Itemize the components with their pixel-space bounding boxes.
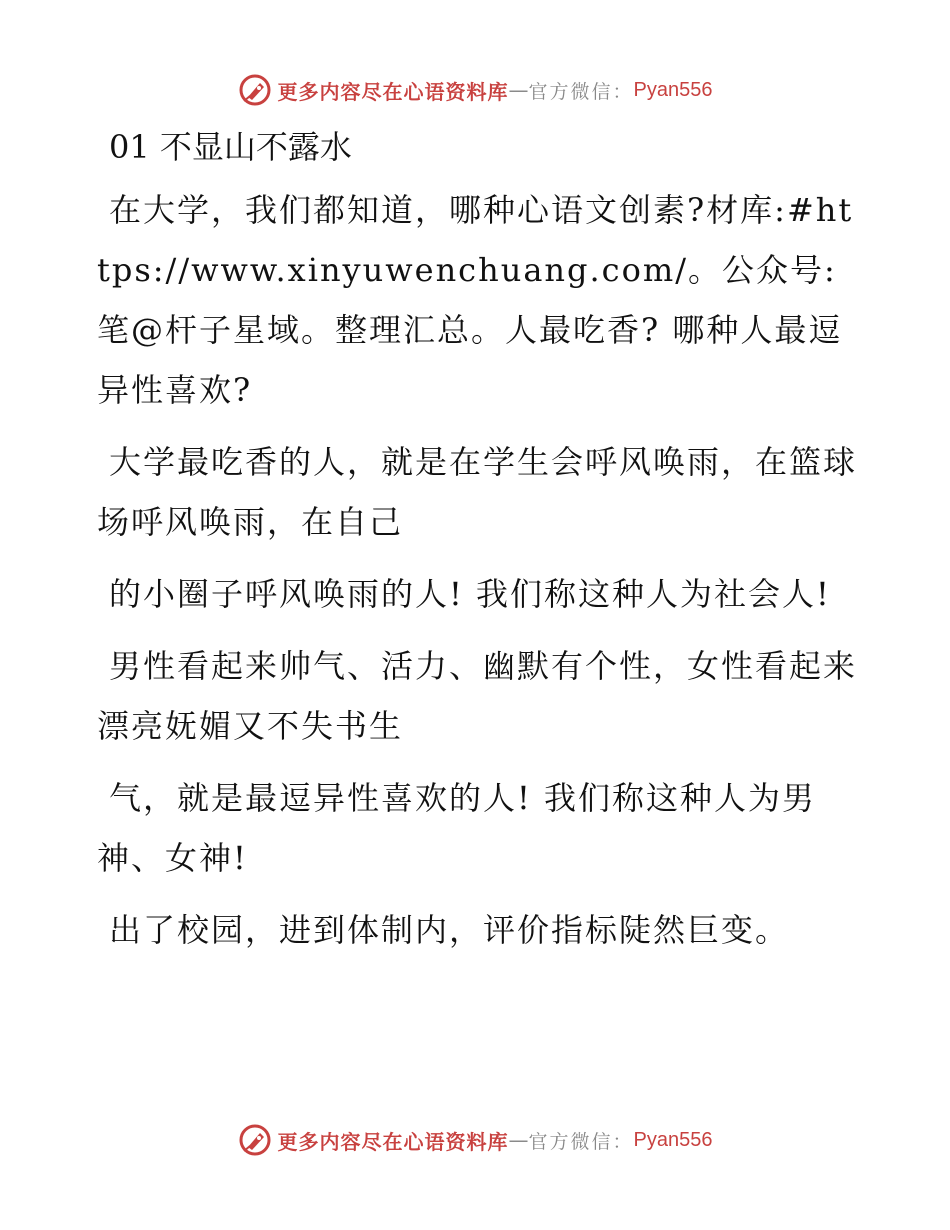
paragraph: 在大学，我们都知道，哪种心语文创素?材库:#https://www.xinyuwenchuang.com/。公众号: 笔@杆子星域。整理汇总。人最吃香? 哪种人最逗异性喜欢? xyxy=(97,191,854,409)
paragraph: 气，就是最逗异性喜欢的人! 我们称这种人为男神、女神! xyxy=(97,779,817,877)
banner-dash: — xyxy=(508,1128,529,1152)
document-heading: 01 不显山不露水 xyxy=(109,128,352,166)
banner-title: 更多内容尽在心语资料库 xyxy=(277,79,509,104)
banner-dash: — xyxy=(508,78,529,102)
footer-banner xyxy=(0,1120,950,1160)
pen-nib-logo-icon xyxy=(238,73,272,107)
banner-title: 更多内容尽在心语资料库 xyxy=(277,1129,509,1154)
banner-official-label: 官方微信： xyxy=(528,1130,634,1153)
document-body xyxy=(97,122,857,972)
banner-official-label: 官方微信： xyxy=(528,80,634,103)
paragraph: 大学最吃香的人，就是在学生会呼风唤雨，在篮球场呼风唤雨，在自己 xyxy=(97,443,858,541)
paragraph: 出了校园，进到体制内，评价指标陡然巨变。 xyxy=(109,911,790,949)
paragraph: 男性看起来帅气、活力、幽默有个性，女性看起来漂亮妩媚又不失书生 xyxy=(97,647,858,745)
paragraph: 的小圈子呼风唤雨的人! 我们称这种人为社会人! xyxy=(109,575,831,613)
banner-wechat-id: Pyan556 xyxy=(633,78,713,101)
pen-nib-logo-icon xyxy=(238,1123,272,1157)
header-banner xyxy=(0,70,950,110)
banner-wechat-id: Pyan556 xyxy=(633,1128,713,1151)
